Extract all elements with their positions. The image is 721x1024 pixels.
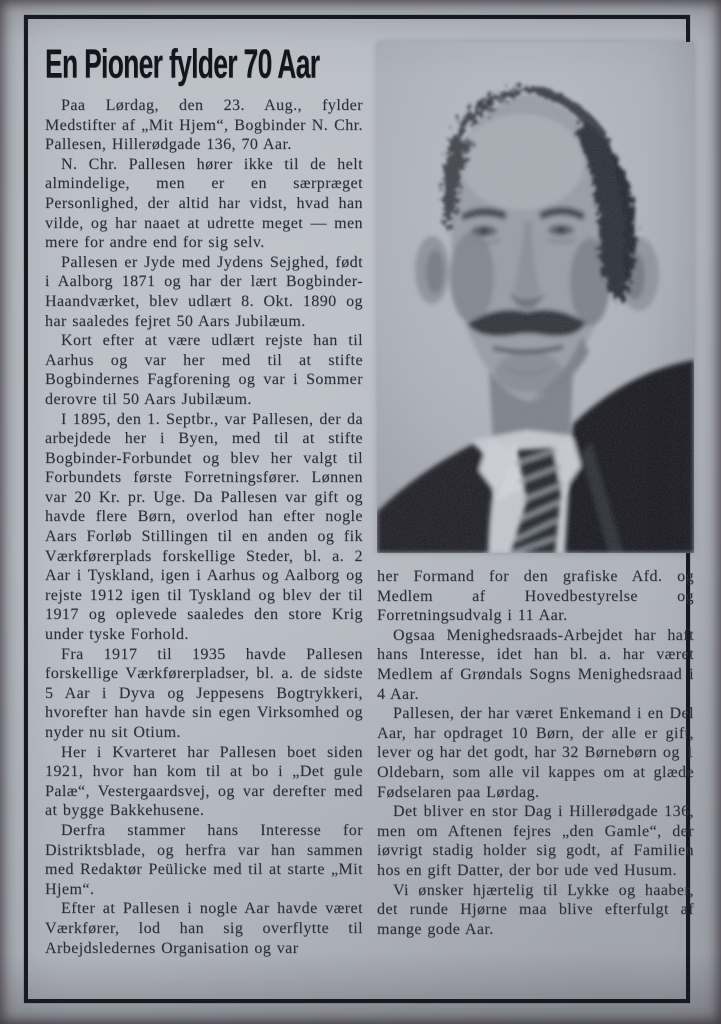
article-paragraph: Fra 1917 til 1935 havde Pallesen forskellige Værkførerpladser, bl. a. de sidste 5 Aar i Dyva og Jeppesens Bogtrykkeri, hvorefter han havde sin egen Virksomhed og nyder nu sit Otium. — [45, 645, 363, 741]
article-paragraph: I 1895, den 1. Septbr., var Pallesen, der da arbejdede her i Byen, med til at stifte Bogbinder-Forbundet og blev her valgt til Forbundets første Forretningsfører. Lønnen var 20 Kr. pr. Uge. Da Pallesen var gift og havde flere Børn, overlod han efter nogle Aars Forløb Stillingen til en anden og fik Værkførerplads forskellige Steder, bl. a. 2 Aar i Tyskland, igen i Aarhus og Aalborg og rejste 1912 igen til Tyskland og blev der til 1917 og oplevede saaledes den store Krig under tyske Forhold. — [45, 410, 363, 644]
article-paragraph: Paa Lørdag, den 23. Aug., fylder Medstifter af „Mit Hjem“, Bogbinder N. Chr. Pallesen, Hillerødgade 136, 70 Aar. — [45, 97, 363, 154]
article-right-column — [377, 42, 694, 939]
article-paragraph: Ogsaa Menighedsraads-Arbejdet har haft hans Interesse, idet han bl. a. har været Medlem af Grøndals Sogns Menighedsraad i 4 Aar. — [377, 626, 694, 703]
photo-grain-overlay — [377, 42, 694, 553]
left-column-text — [45, 96, 363, 958]
article-paragraph: Efter at Pallesen i nogle Aar havde været Værkfører, lod han sig overflytte til Arbejdsledernes Organisation og var — [45, 900, 363, 957]
right-column-text — [377, 567, 694, 939]
article-paragraph: Pallesen er Jyde med Jydens Sejghed, født i Aalborg 1871 og har der lært Bogbinder-Haandværket, blev udlært 8. Okt. 1890 og har saaledes fejret 50 Aars Jubilæum. — [45, 253, 363, 330]
portrait-photo — [377, 42, 694, 553]
article-title: En Pioner fylder 70 Aar — [45, 42, 320, 87]
article-paragraph: Det bliver en stor Dag i Hillerødgade 136, men om Aftenen fejres „den Gamle“, der iøvrigt stadig holder sig godt, af Familien hos en gift Datter, der bor ude ved Husum. — [377, 803, 694, 879]
portrait-photo-svg — [377, 42, 694, 553]
article-paragraph: Pallesen, der har været Enkemand i en Del Aar, har opdraget 10 Børn, der alle er gift, lever og har det godt, har 32 Børnebørn og 1 Oldebarn, som alle vil kappes om at glæde Fødselaren paa Lørdag. — [377, 705, 694, 801]
article-paragraph: Vi ønsker hjærtelig til Lykke og haaber, det runde Hjørne maa blive efterfulgt af mange gode Aar. — [377, 881, 694, 938]
article-paragraph: Kort efter at være udlært rejste han til Aarhus og var her med til at stifte Bogbindernes Fagforening og var i Sommer derovre til 50 Aars Jubilæum. — [45, 332, 363, 408]
article-paragraph: Derfra stammer hans Interesse for Distriktsblade, og herfra var han sammen med Redaktør Peülicke med til at starte „Mit Hjem“. — [45, 821, 363, 898]
article-left-column — [45, 42, 363, 958]
article-paragraph: N. Chr. Pallesen hører ikke til de helt almindelige, men er en særpræget Personlighed, der altid har vidst, hvad han vilde, og har naaet at udrette meget — men mere for andre end for sig selv. — [45, 155, 363, 252]
article-paragraph: her Formand for den grafiske Afd. og Medlem af Hovedbestyrelse og Forretningsudvalg i 11 Aar. — [377, 568, 694, 625]
article-paragraph: Her i Kvarteret har Pallesen boet siden 1921, hvor han kom til at bo i „Det gule Palæ“, Vestergaardsvej, og var derefter med at bygge Bakkehusene. — [45, 743, 363, 820]
